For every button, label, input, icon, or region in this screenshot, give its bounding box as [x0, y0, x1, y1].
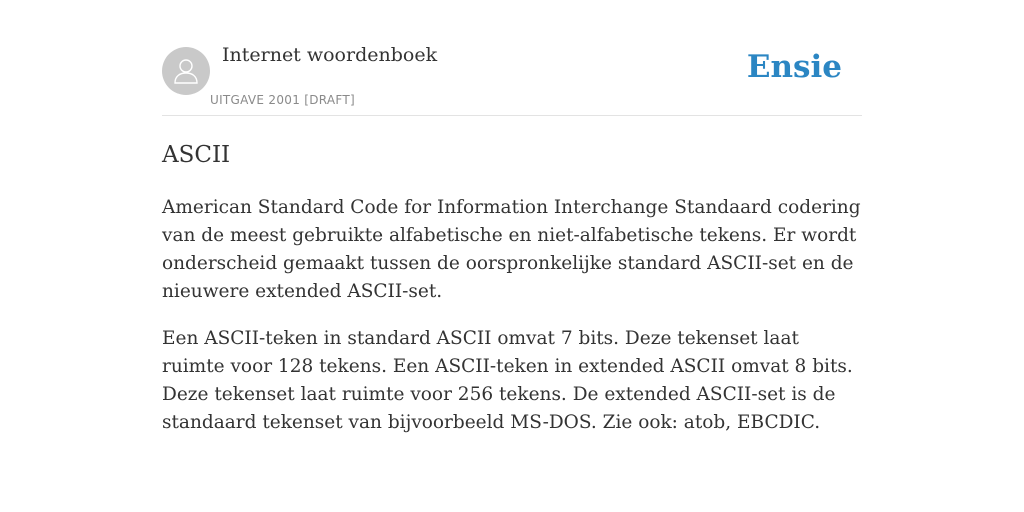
entry-paragraph: Een ASCII-teken in standard ASCII omvat 7 bits. Deze tekenset laat ruimte voor 128 tekens. Een ASCII-teken in extended ASCII omvat 8 bits. Deze tekenset laat ruimte voor 256 tekens. De extended ASCII-set is de standaard tekenset van bijvoorbeeld MS-DOS. Zie ook: atob, EBCDIC. [162, 328, 853, 433]
header [162, 0, 862, 116]
ensie-logo[interactable]: Ensie [746, 49, 842, 85]
content-container [162, 0, 862, 437]
edition-label: UITGAVE 2001 [DRAFT] [210, 93, 356, 107]
user-avatar-icon [171, 56, 201, 86]
site-name[interactable]: Internet woordenboek [222, 44, 438, 66]
entry-paragraph: American Standard Code for Information Interchange Standaard codering van de meest gebruikte alfabetische en niet-alfabetische tekens. Er wordt onderscheid gemaakt tussen de oorspronkelijke standard ASCII-set en de nieuwere extended ASCII-set. [162, 197, 861, 302]
entry-title: ASCII [162, 142, 231, 168]
user-avatar[interactable] [162, 47, 210, 95]
